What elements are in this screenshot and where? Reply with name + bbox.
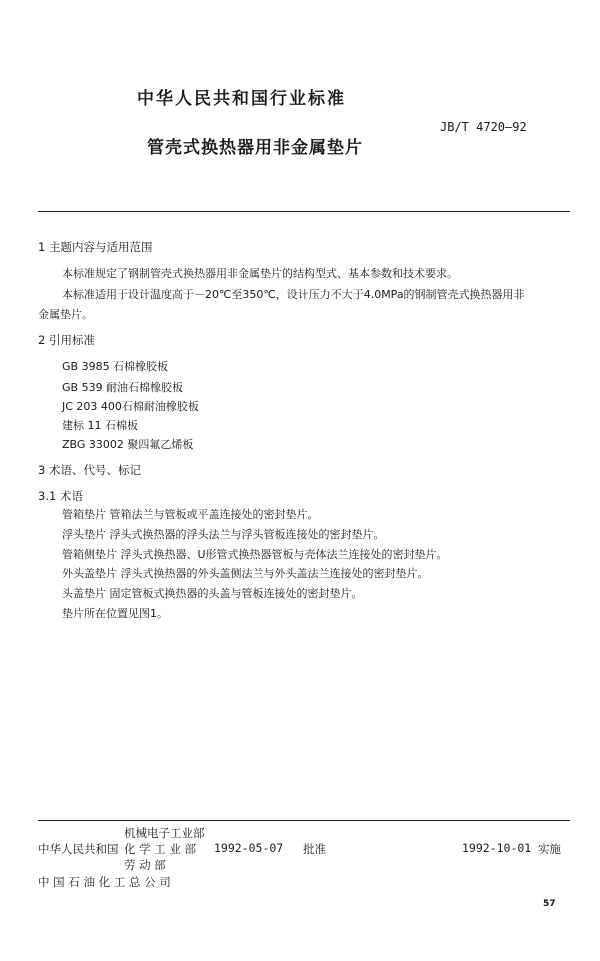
figure-reference-note: 垫片所在位置见图1。 bbox=[62, 607, 168, 620]
section3-heading: 3 术语、代号、标记 bbox=[38, 463, 141, 477]
header-divider bbox=[38, 211, 570, 212]
term-definition: 外头盖垫片 浮头式换热器的外头盖侧法兰与外头盖法兰连接处的密封垫片。 bbox=[62, 567, 429, 580]
section1-paragraph1: 本标准规定了钢制管壳式换热器用非金属垫片的结构型式、基本参数和技术要求。 bbox=[62, 267, 458, 280]
ministry-line-2: 化 学 工 业 部 bbox=[124, 842, 197, 856]
reference-item: GB 539 耐油石棉橡胶板 bbox=[62, 381, 184, 394]
term-definition: 头盖垫片 固定管板式换热器的头盖与管板连接处的密封垫片。 bbox=[62, 587, 363, 600]
ministry-line-4: 中 国 石 油 化 工 总 公 司 bbox=[38, 875, 171, 889]
section1-paragraph2-line1: 本标准适用于设计温度高于－20℃至350℃，设计压力不大于4.0MPa的钢制管壳式换热器用非 bbox=[62, 288, 525, 301]
section1-paragraph2-line2: 金属垫片。 bbox=[38, 308, 93, 321]
section3-subheading: 3.1 术语 bbox=[38, 489, 83, 503]
reference-item: GB 3985 石棉橡胶板 bbox=[62, 360, 169, 373]
effective-date: 1992-10-01 bbox=[462, 841, 532, 855]
footer-divider bbox=[38, 820, 570, 821]
term-definition: 浮头垫片 浮头式换热器的浮头法兰与浮头管板连接处的密封垫片。 bbox=[62, 528, 385, 541]
ministry-prefix: 中华人民共和国 bbox=[38, 842, 119, 856]
effective-label: 实施 bbox=[538, 842, 561, 856]
ministry-line-3: 劳 动 部 bbox=[124, 858, 166, 872]
term-definition: 管箱侧垫片 浮头式换热器、U形管式换热器管板与壳体法兰连接处的密封垫片。 bbox=[62, 548, 448, 561]
document-title: 管壳式换热器用非金属垫片 bbox=[147, 138, 363, 158]
page-number: 57 bbox=[543, 899, 556, 909]
standard-header-title: 中华人民共和国行业标准 bbox=[137, 89, 346, 109]
approved-label: 批准 bbox=[303, 842, 326, 856]
reference-item: 建标 11 石棉板 bbox=[62, 419, 138, 432]
reference-item: JC 203 400石棉耐油橡胶板 bbox=[62, 400, 199, 413]
approved-date: 1992-05-07 bbox=[214, 841, 284, 855]
section2-heading: 2 引用标准 bbox=[38, 333, 95, 347]
reference-item: ZBG 33002 聚四氟乙烯板 bbox=[62, 438, 194, 451]
ministry-line-1: 机械电子工业部 bbox=[124, 826, 205, 840]
section1-heading: 1 主题内容与适用范围 bbox=[38, 240, 153, 254]
term-definition: 管箱垫片 管箱法兰与管板或平盖连接处的密封垫片。 bbox=[62, 508, 319, 521]
standard-number: JB/T 4720—92 bbox=[440, 120, 527, 134]
